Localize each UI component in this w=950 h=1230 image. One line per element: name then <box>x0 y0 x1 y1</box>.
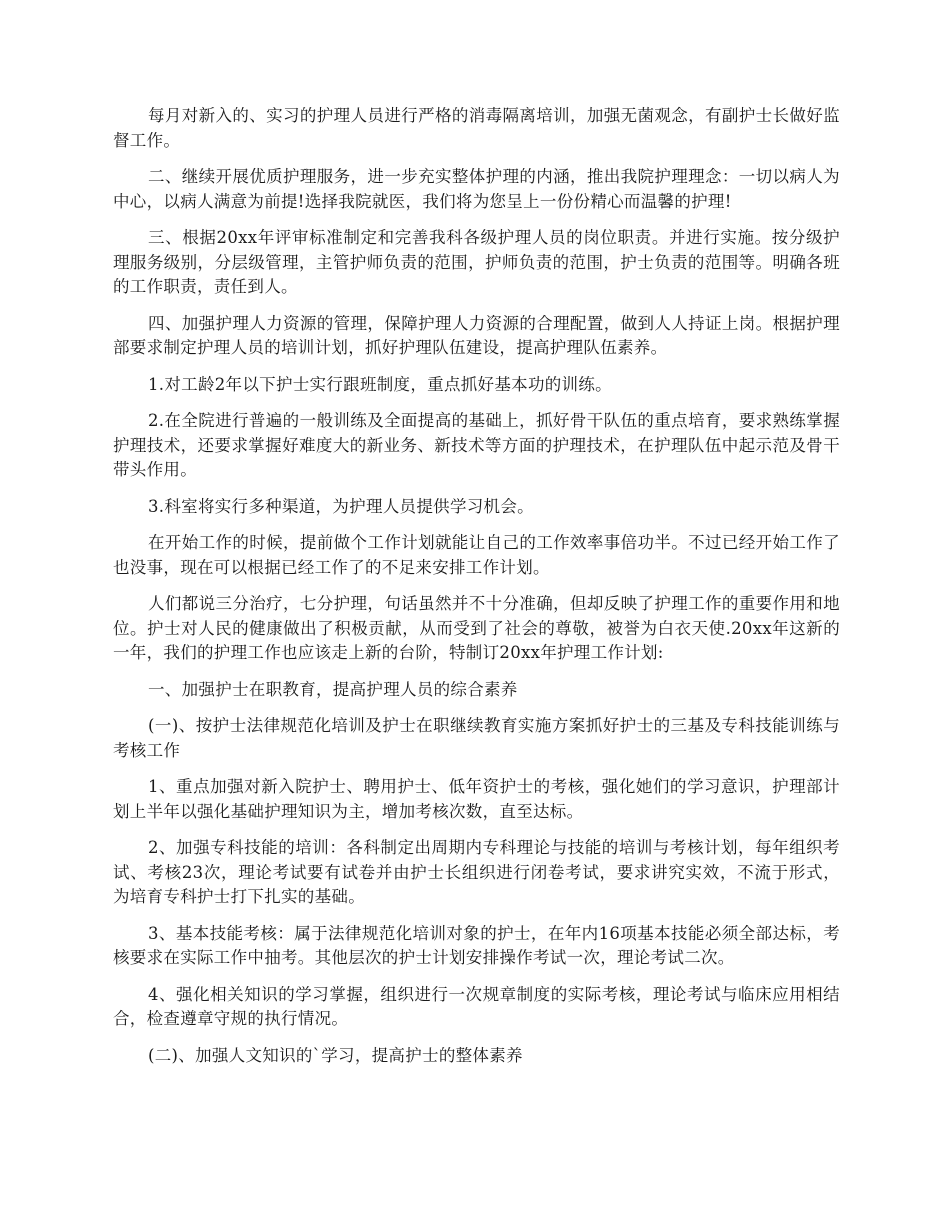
paragraph-work-plan-intro: 在开始工作的时候，提前做个工作计划就能让自己的工作效率事倍功半。不过已经开始工作了也没事，现在可以根据已经工作了的不足来安排工作计划。 <box>113 533 840 577</box>
paragraph-point-4-regulations: 4、强化相关知识的学习掌握，组织进行一次规章制度的实际考核，理论考试与临床应用相结合，检查遵章守规的执行情况。 <box>113 984 840 1028</box>
paragraph-item-1-shadow-shift: 1.对工龄2年以下护士实行跟班制度，重点抓好基本功的训练。 <box>148 374 612 394</box>
paragraph-point-2-specialty-training: 2、加强专科技能的培训：各科制定出周期内专科理论与技能的培训与考核计划，每年组织考试、考核23次，理论考试要有试卷并由护士长组织进行闭卷考试，要求讲究实效，不流于形式，为培育专科护士打下扎实的基础。 <box>113 838 840 906</box>
paragraph-item-3-learning-channels: 3.科室将实行多种渠道，为护理人员提供学习机会。 <box>148 496 534 516</box>
paragraph-disinfection-training: 每月对新入的、实习的护理人员进行严格的消毒隔离培训，加强无菌观念，有副护士长做好监督工作。 <box>113 106 840 150</box>
paragraph-human-resources: 四、加强护理人力资源的管理，保障护理人力资源的合理配置，做到人人持证上岗。根据护理部要求制定护理人员的培训计划，抓好护理队伍建设，提高护理队伍素养。 <box>113 313 840 357</box>
heading-subsection-2: (二)、加强人文知识的`学习，提高护士的整体素养 <box>148 1045 523 1065</box>
paragraph-job-responsibilities: 三、根据20xx年评审标准制定和完善我科各级护理人员的岗位职责。并进行实施。按分级护理服务级别，分层级管理，主管护师负责的范围，护师负责的范围，护士负责的范围等。明确各班的工作职责，责任到人。 <box>113 228 840 296</box>
paragraph-point-1-assessment: 1、重点加强对新入院护士、聘用护士、低年资护士的考核，强化她们的学习意识，护理部计划上半年以强化基础护理知识为主，增加考核次数，直至达标。 <box>113 777 840 821</box>
heading-subsection-1: (一)、按护士法律规范化培训及护士在职继续教育实施方案抓好护士的三基及专科技能训练与考核工作 <box>113 716 840 760</box>
paragraph-point-3-basic-skills: 3、基本技能考核：属于法律规范化培训对象的护士，在年内16项基本技能必须全部达标，考核要求在实际工作中抽考。其他层次的护士计划安排操作考试一次，理论考试二次。 <box>113 923 840 967</box>
paragraph-quality-nursing-service: 二、继续开展优质护理服务，进一步充实整体护理的内涵，推出我院护理理念：一切以病人为中心，以病人满意为前提!选择我院就医，我们将为您呈上一份份精心而温馨的护理! <box>113 167 840 211</box>
heading-section-1: 一、加强护士在职教育，提高护理人员的综合素养 <box>148 679 518 699</box>
paragraph-item-2-backbone-training: 2.在全院进行普遍的一般训练及全面提高的基础上，抓好骨干队伍的重点培育，要求熟练掌握护理技术，还要求掌握好难度大的新业务、新技术等方面的护理技术，在护理队伍中起示范及骨干带头作用。 <box>113 411 840 479</box>
paragraph-nursing-importance: 人们都说三分治疗，七分护理，句话虽然并不十分准确，但却反映了护理工作的重要作用和地位。护士对人民的健康做出了积极贡献，从而受到了社会的尊敬，被誉为白衣天使.20xx年这新的一年，我们的护理工作也应该走上新的台阶，特制订20xx年护理工作计划: <box>113 594 840 662</box>
document-page <box>113 104 840 1080</box>
